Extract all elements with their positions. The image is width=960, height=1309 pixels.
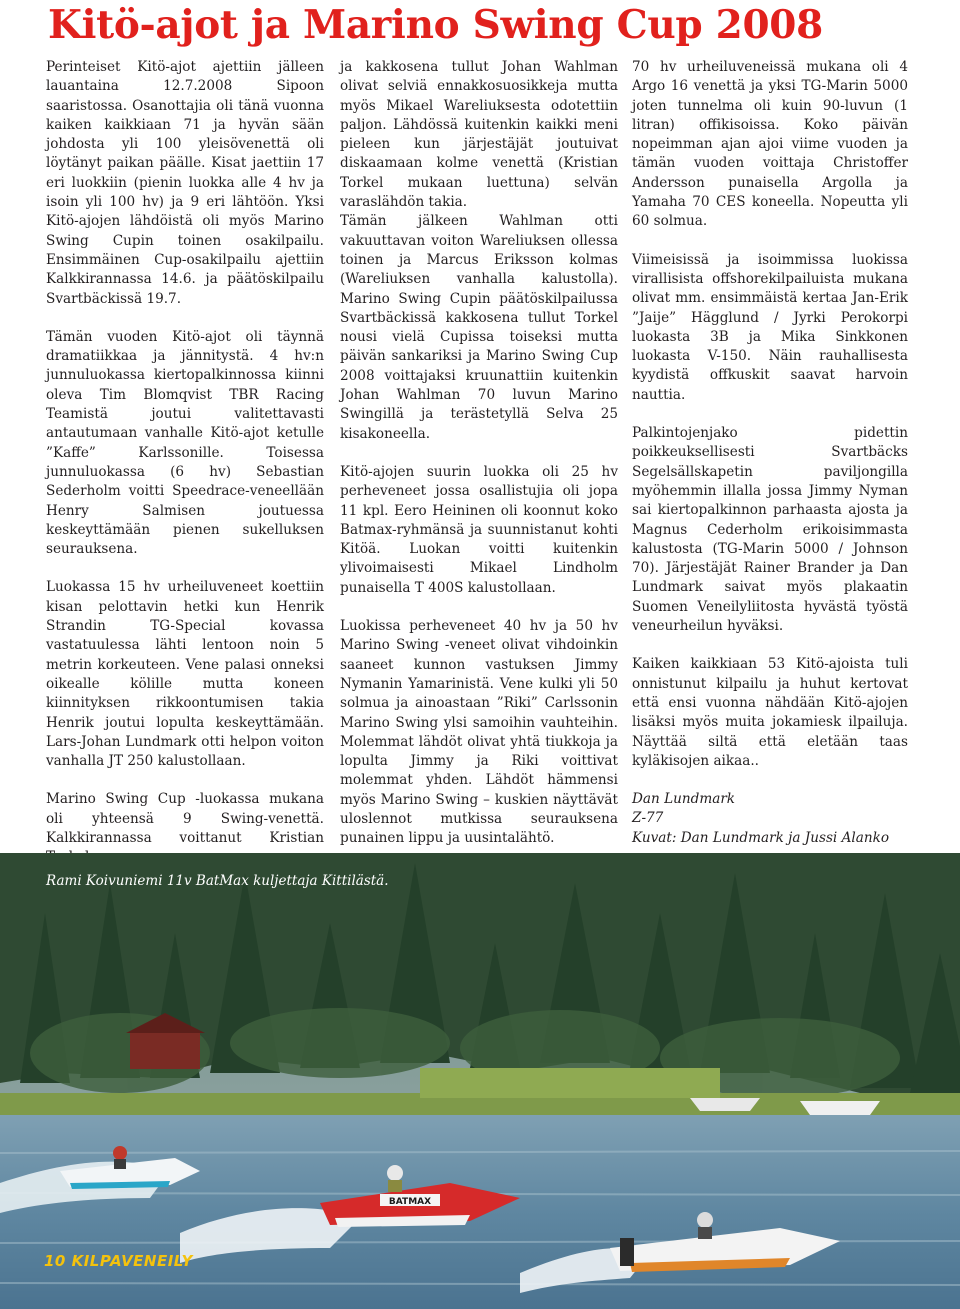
signature-author: Dan Lundmark xyxy=(632,791,736,808)
article-column-2 xyxy=(340,58,618,849)
boat-label: BATMAX xyxy=(388,1197,432,1207)
paragraph: Luokassa 15 hv urheiluveneet koettiin kisan pelottavin hetki kun Henrik Strandin TG-Special kovassa vastatuulessa lähti lentoon noin 5 metrin korkeuteen. Vene palasi onneksi oikealle kölille mutta koneen kiinnityksen rikkoontumisen takia Henrik joutui lopulta keskeyttämään. Lars-Johan Lundmark otti helpon voiton vanhalla JT 250 kalustollaan. xyxy=(46,579,324,770)
paragraph: Palkintojenjako pidettin poikkeuksellisesti Svartbäcks Segelsällskapetin paviljongilla myöhemmin illalla jossa Jimmy Nyman sai kiertopalkinnon parhaasta ajosta ja Magnus Cederholm erikoisimmasta kalustosta (TG-Marin 5000 / Johnson 70). Järjestäjät Rainer Brander ja Dan Lundmark saivat myös plakaatin Suomen Veneilyliitosta hyvästä työstä veneurheilun hyväksi. xyxy=(632,425,908,635)
paragraph: 70 hv urheiluveneissä mukana oli 4 Argo 16 venettä ja yksi TG-Marin 5000 joten tunnelma oli kuin 90-luvun (1 litran) offikisoissa. Koko päivän nopeimman ajan ajoi viime vuoden ja tämän vuoden voittaja Christoffer Andersson punaisella Argolla ja Yamaha 70 CES koneella. Nopeutta yli 60 solmua. xyxy=(632,59,908,230)
paragraph: Marino Swing Cup -luokassa mukana oli yhteensä 9 Swing-venettä. Kalkkirannassa voittanut Kristian xyxy=(46,791,324,846)
paragraph: Luokissa perheveneet 40 hv ja 50 hv Marino Swing -veneet olivat vihdoinkin saaneet kunnon vastuksen Jimmy Nymanin Yamarinistä. Vene kulki yli 50 solmua ja ainoastaan ”Riki” Carlssonin Marino Swing ylsi samoihin vauhteihin. Molemmat lähdöt olivat yhtä tiukkoja ja lopulta Jimmy ja Riki voittivat molemmat yhden. Lähdöt hämmensi myös Marino Swing – kuskien näyttävät uloslennot mutkissa seurauksena punainen lippu ja uusintalähtö. xyxy=(340,618,618,847)
signature-code: Z-77 xyxy=(632,810,664,827)
paragraph: Tämän jälkeen Wahlman otti vakuuttavan voiton Wareliuksen ollessa toinen ja Marcus Eriksson kolmas (Wareliuksen vanhalla kalustolla). Marino Swing Cupin päätöskilpailussa Svartbäckissä kakkosena tullut Torkel nousi vielä Cupissa toiseksi mutta päivän sankariksi ja Marino Swing Cup 2008 voittajaksi kruunattiin kuitenkin Johan Wahlman 70 luvun Marino Swingillä ja terästetyllä Selva 25 kisakoneella. xyxy=(340,213,618,442)
photo-credits: Kuvat: Dan Lundmark ja Jussi Alanko xyxy=(632,829,890,846)
article-column-3 xyxy=(632,58,908,848)
paragraph: Kitö-ajojen suurin luokka oli 25 hv perheveneet jossa osallistujia oli jopa 11 kpl. Eero Heininen oli koonnut koko Batmax-ryhmänsä ja suunnistanut kohti Kitöä. Luokan voitti kuitenkin ylivoimaisesti Mikael Lindholm punaisella T 400S kalustollaan. xyxy=(340,463,618,596)
race-photo xyxy=(0,853,960,1309)
article-column-1 xyxy=(46,58,324,868)
paragraph: Perinteiset Kitö-ajot ajettiin jälleen lauantaina 12.7.2008 Sipoon saaristossa. Osanottajia oli tänä vuonna kaiken kaikkiaan 71 ja hyvän sään johdosta yli 100 yleisövenettä oli löytänyt paikan päälle. Kisat jaettiin 17 eri luokkiin (pienin luokka alle 4 hv ja isoin yli 100 hv) ja 9 eri lähtöön. Yksi Kitö-ajojen lähdöistä oli myös Marino Swing Cupin toinen osakilpailu. Ensimmäinen Cup-osakilpailu ajettiin Kalkkirannassa 14.6. ja päätöskilpailu Svartbäckissä 19.7. xyxy=(46,59,324,307)
paragraph: Viimeisissä ja isoimmissa luokissa virallisista offshorekilpailuista mukana olivat mm. ensimmäistä kertaa Jan-Erik ”Jaije” Hägglund / Jyrki Perokorpi luokasta 3B ja Mika Sinkkonen luokasta V-150. Näin rauhallisesta kyydistä offkuskit saavat harvoin nauttia. xyxy=(632,251,908,403)
paragraph: Kaiken kaikkiaan 53 Kitö-ajoista tuli onnistunut kilpailu ja huhut kertovat että ensi vuonna nähdään Kitö-ajojen lisäksi myös muita jokamiesk ilpailuja. Näyttää siltä että eletään taas kyläkisojen aikaa.. xyxy=(632,656,908,769)
photo-caption: Rami Koivuniemi 11v BatMax kuljettaja Kittilästä. xyxy=(46,873,389,889)
page-footer: 10 KILPAVENEILY xyxy=(44,1252,193,1270)
article-title: Kitö-ajot ja Marino Swing Cup 2008 xyxy=(48,2,823,48)
paragraph: ja kakkosena tullut Johan Wahlman olivat selviä ennakkosuosikkeja mutta myös Mikael Wareliuksesta odotettiin paljon. Lähdössä kuitenkin kaikki meni pieleen kun järjestäjät joutuivat diskaamaan kolme venettä (Kristian Torkel mukaan luettuna) selvän varaslähdön takia. xyxy=(340,59,618,211)
paragraph: Tämän vuoden Kitö-ajot oli täynnä dramatiikkaa ja jännitystä. 4 hv:n junnuluokassa kiertopalkinnossa kiinni oleva Tim Blomqvist TBR Racing Teamistä joutui valitettavasti antautumaan vanhalle Kitö-ajot ketulle ”Kaffe” Karlssonille. Toisessa junnuluokassa (6 hv) Sebastian Sederholm voitti Speedrace-veneellään Henry Salmisen joutuessa keskeyttämään pienen sukelluksen seurauksena. xyxy=(46,328,324,558)
